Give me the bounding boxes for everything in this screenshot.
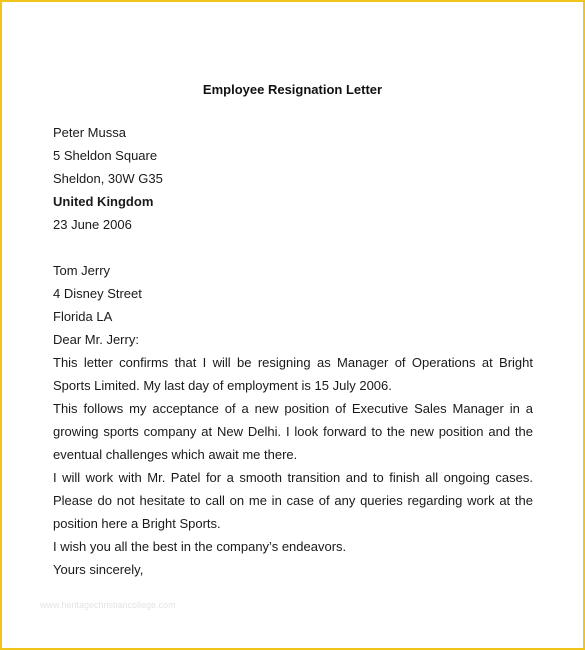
letter-date: 23 June 2006 xyxy=(53,217,132,232)
recipient-name: Tom Jerry xyxy=(53,263,111,278)
sender-country: United Kingdom xyxy=(53,194,154,209)
body-paragraph-4-line-1: I wish you all the best in the company’s endeavors. xyxy=(53,539,347,554)
watermark-text: www.heritagechristiancollege.com xyxy=(40,600,176,610)
body-paragraph-2-line-3: eventual challenges which await me there. xyxy=(53,447,298,462)
sender-street: 5 Sheldon Square xyxy=(53,148,158,163)
recipient-street: 4 Disney Street xyxy=(53,286,142,301)
closing: Yours sincerely, xyxy=(53,562,144,577)
body-paragraph-3-line-1: I will work with Mr. Patel for a smooth transition and to finish all ongoing cases. xyxy=(53,470,533,485)
body-paragraph-2-line-2: growing sports company at New Delhi. I look forward to the new position and the xyxy=(53,424,533,439)
salutation: Dear Mr. Jerry: xyxy=(53,332,139,347)
body-paragraph-1-line-1: This letter confirms that I will be resigning as Manager of Operations at Bright xyxy=(53,355,533,370)
recipient-city: Florida LA xyxy=(53,309,113,324)
sender-name: Peter Mussa xyxy=(53,125,126,140)
letter-title: Employee Resignation Letter xyxy=(202,82,383,97)
sender-city: Sheldon, 30W G35 xyxy=(53,171,163,186)
body-paragraph-3-line-2: Please do not hesitate to call on me in case of any queries regarding work at the xyxy=(53,493,533,508)
body-paragraph-1-line-2: Sports Limited. My last day of employment is 15 July 2006. xyxy=(53,378,392,393)
body-paragraph-3-line-3: position here a Bright Sports. xyxy=(53,516,221,531)
body-paragraph-2-line-1: This follows my acceptance of a new position of Executive Sales Manager in a xyxy=(53,401,533,416)
